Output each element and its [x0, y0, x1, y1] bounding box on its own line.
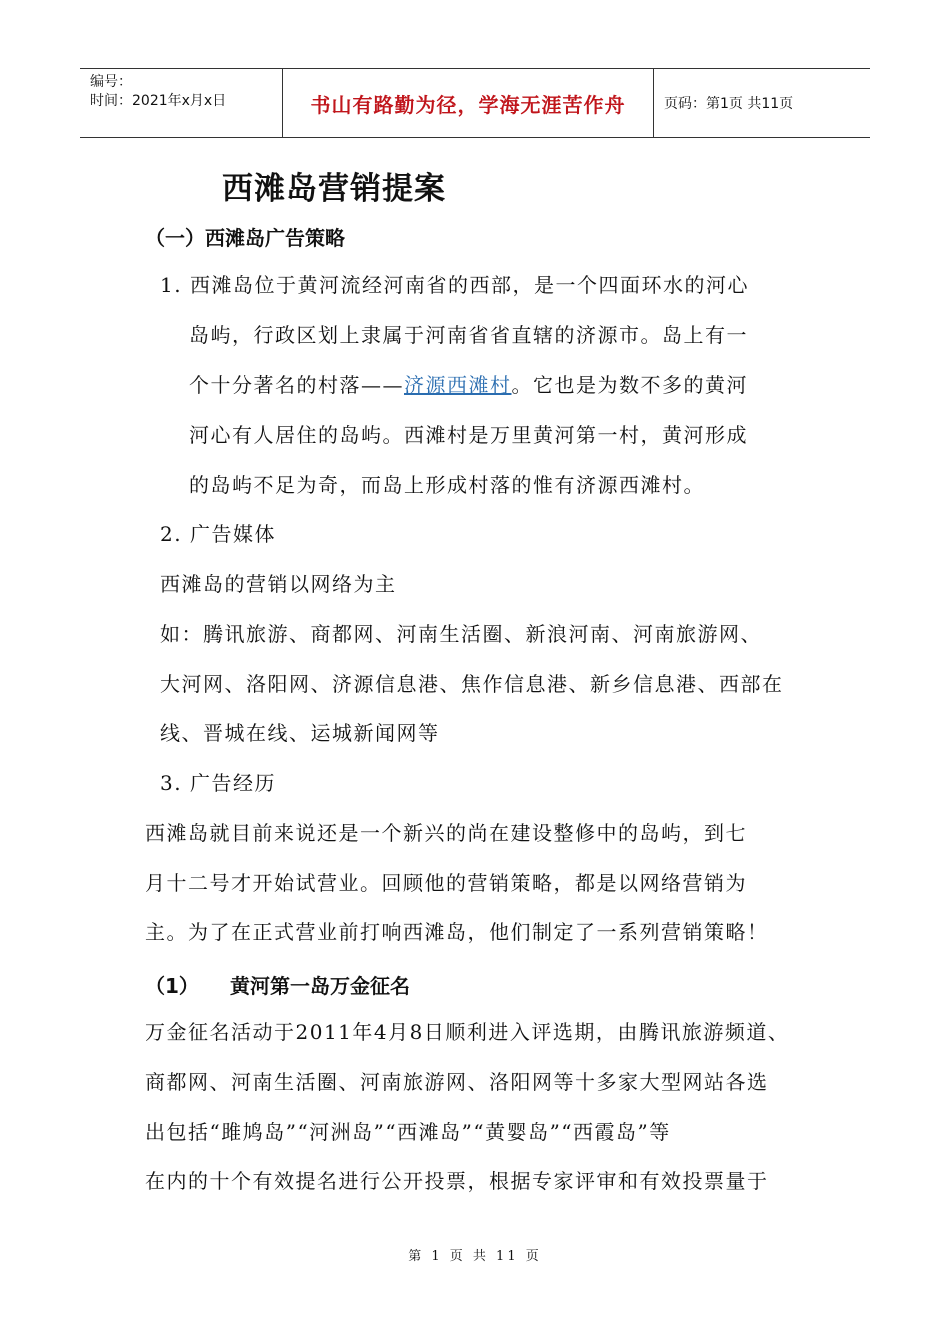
document-title: 西滩岛营销提案 [222, 171, 446, 207]
number-label: 编号： [90, 74, 132, 90]
header-page-info [654, 69, 870, 137]
item1-line2: 岛屿，行政区划上隶属于河南省省直辖的济源市。岛上有一 [189, 323, 748, 347]
sub1-heading: 黄河第一岛万金征名 [230, 974, 410, 998]
time-label: 时间：2021年x月x日 [90, 93, 227, 109]
sub1-number: （1） [145, 974, 199, 998]
xitan-village-link[interactable]: 济源西滩村 [404, 373, 512, 397]
header-motto-cell [282, 69, 654, 137]
page-info: 页码：第1页 共11页 [664, 96, 794, 112]
item2-heading: 2. 广告媒体 [160, 522, 276, 546]
section-heading: （一）西滩岛广告策略 [145, 226, 345, 250]
item3-line1: 西滩岛就目前来说还是一个新兴的尚在建设整修中的岛屿，到七 [145, 821, 747, 845]
item2-line1: 如：腾讯旅游、商都网、河南生活圈、新浪河南、河南旅游网、 [160, 622, 762, 646]
sub1-line1: 万金征名活动于2011年4月8日顺利进入评选期，由腾讯旅游频道、 [145, 1020, 790, 1044]
item2-line3: 线、晋城在线、运城新闻网等 [160, 721, 440, 745]
item3-line2: 月十二号才开始试营业。回顾他的营销策略，都是以网络营销为 [145, 871, 747, 895]
item1-line3-after: 。它也是为数不多的黄河 [511, 373, 748, 397]
page-footer: 第 1 页 共 11 页 [408, 1249, 542, 1264]
sub1-line4: 在内的十个有效提名进行公开投票，根据专家评审和有效投票量于 [145, 1169, 769, 1193]
item3-line3: 主。为了在正式营业前打响西滩岛，他们制定了一系列营销策略！ [145, 920, 769, 944]
item1-line3-before: 个十分著名的村落—— [189, 373, 404, 397]
motto: 书山有路勤为径，学海无涯苦作舟 [310, 92, 626, 117]
sub1-line3: 出包括“雎鸠岛”“河洲岛”“西滩岛”“黄婴岛”“西霞岛”等 [145, 1120, 671, 1144]
item2-line2: 大河网、洛阳网、济源信息港、焦作信息港、新乡信息港、西部在 [160, 672, 784, 696]
item1-line4: 河心有人居住的岛屿。西滩村是万里黄河第一村，黄河形成 [189, 423, 748, 447]
item1-line5: 的岛屿不足为奇，而岛上形成村落的惟有济源西滩村。 [189, 473, 705, 497]
item1-line1: 1. 西滩岛位于黄河流经河南省的西部，是一个四面环水的河心 [160, 273, 749, 297]
item2-intro: 西滩岛的营销以网络为主 [160, 572, 397, 596]
item1-line3 [189, 360, 748, 410]
item3-heading: 3. 广告经历 [160, 771, 276, 795]
header-meta [80, 69, 282, 137]
header-table [80, 68, 870, 138]
sub1-line2: 商都网、河南生活圈、河南旅游网、洛阳网等十多家大型网站各选 [145, 1070, 769, 1094]
